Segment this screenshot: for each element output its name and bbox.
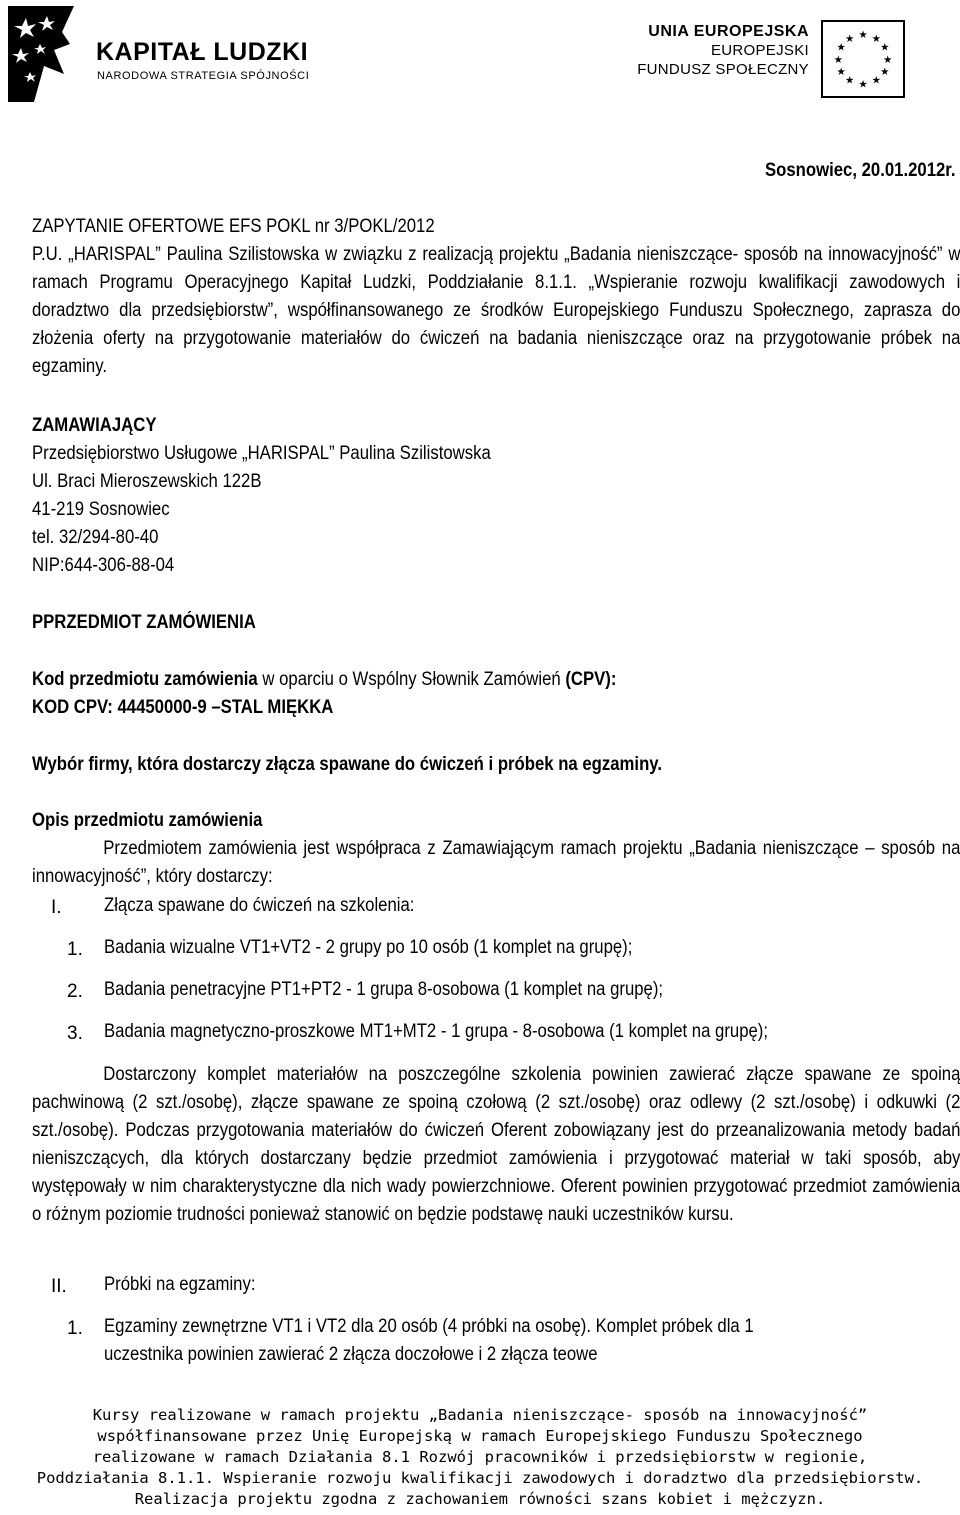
svg-text:★: ★ xyxy=(836,41,846,54)
zamawiajacy-line: tel. 32/294-80-40 xyxy=(32,527,159,548)
svg-text:★: ★ xyxy=(858,78,868,91)
eu-logo-line2: EUROPEJSKI xyxy=(710,42,809,59)
eu-logo-line1: UNIA EUROPEJSKA xyxy=(648,23,809,40)
svg-text:★: ★ xyxy=(880,41,890,54)
zamawiajacy-line: Przedsiębiorstwo Usługowe „HARISPAL” Paulina Szilistowska xyxy=(32,443,491,464)
zamawiajacy-heading: ZAMAWIAJĄCY xyxy=(32,415,157,436)
svg-text:★: ★ xyxy=(845,74,855,87)
kapital-ludzki-subtitle: NARODOWA STRATEGIA SPÓJNOŚCI xyxy=(97,70,310,82)
footer-line: współfinansowane przez Unię Europejską w ramach Europejskiego Funduszu Społecznego xyxy=(97,1427,863,1445)
opis-heading: Opis przedmiotu zamówienia xyxy=(32,810,263,831)
kod-przedmiotu-label: Kod przedmiotu zamówienia xyxy=(32,669,258,690)
eu-efs-logo xyxy=(614,22,914,102)
page-footer xyxy=(0,1405,960,1510)
svg-text:★: ★ xyxy=(871,32,881,45)
materials-paragraph: Dostarczony komplet materiałów na poszczególne szkolenia powinien zawierać złącze spawane ze spoiną pachwinową (2 szt./osobę), złącze spawane ze spoiną czołową (2 szt./osobę) oraz odlewy (2 szt./osobę) i odkuwki (2 szt./osobę). Podczas przygotowania materiałów do ćwiczeń Oferent zobowiązany jest do przeanalizowania metody badań nieniszczących, dla których dostarczany będzie przedmiot zamówienia i przygotować materiał w taki sposób, aby występowały w nim charakterystyczne dla nich wady powierzchniowe. Oferent powinien przygotować przedmiot zamówienia o różnym poziomie trudności ponieważ stanowić on będzie podstawę nauki uczestników kursu. xyxy=(32,1064,960,1225)
wybor-firmy: Wybór firmy, która dostarczy złącza spawane do ćwiczeń i próbek na egzaminy. xyxy=(32,754,662,775)
svg-text:★: ★ xyxy=(858,29,868,42)
kod-cpv-value: KOD CPV: 44450000-9 –STAL MIĘKKA xyxy=(32,697,334,718)
list-item: Egzaminy zewnętrzne VT1 i VT2 dla 20 osób (4 próbki na osobę). Komplet próbek dla 1 xyxy=(104,1316,754,1337)
document-title: ZAPYTANIE OFERTOWE EFS POKL nr 3/POKL/2012 xyxy=(32,216,435,237)
eu-flag-icon xyxy=(821,20,905,98)
section-label: Próbki na egzaminy: xyxy=(104,1274,256,1295)
svg-text:★: ★ xyxy=(836,66,846,79)
svg-text:★: ★ xyxy=(882,53,893,66)
kod-cpv-label: (CPV): xyxy=(565,669,617,690)
svg-text:★: ★ xyxy=(845,32,855,45)
document-date: Sosnowiec, 20.01.2012r. xyxy=(765,160,956,181)
svg-text:★: ★ xyxy=(871,74,881,87)
eu-logo-text xyxy=(614,22,809,79)
section-label: Złącza spawane do ćwiczeń na szkolenia: xyxy=(104,895,415,916)
kod-przedmiotu-text: w oparciu o Wspólny Słownik Zamówień xyxy=(257,669,566,690)
footer-line: Realizacja projektu zgodna z zachowaniem równości szans kobiet i mężczyzn. xyxy=(134,1490,826,1508)
zamawiajacy-line: NIP:644-306-88-04 xyxy=(32,555,175,576)
zamawiajacy-line: Ul. Braci Mieroszewskich 122B xyxy=(32,471,262,492)
przedmiot-heading: PPRZEDMIOT ZAMÓWIENIA xyxy=(32,612,256,633)
list-item-number: 2. xyxy=(67,981,83,1002)
section-number: I. xyxy=(51,897,62,918)
kapital-ludzki-title: KAPITAŁ LUDZKI xyxy=(96,38,309,66)
footer-line: Poddziałania 8.1.1. Wspieranie rozwoju kwalifikacji zawodowych i doradztwo dla przedsiębiorstw. xyxy=(36,1469,924,1487)
list-item-number: 1. xyxy=(67,939,83,960)
section-number: II. xyxy=(51,1276,67,1297)
opis-paragraph: Przedmiotem zamówienia jest współpraca z Zamawiającym ramach projektu „Badania nieniszczące – sposób na innowacyjność”, który dostarczy: xyxy=(32,838,960,887)
list-item: Badania penetracyjne PT1+PT2 - 1 grupa 8-osobowa (1 komplet na grupę); xyxy=(104,979,664,1000)
list-item-number: 1. xyxy=(67,1318,83,1339)
kapital-ludzki-emblem-icon xyxy=(4,4,84,104)
svg-text:★: ★ xyxy=(833,53,844,66)
list-item: Badania magnetyczno-proszkowe MT1+MT2 - 1 grupa - 8-osobowa (1 komplet na grupę); xyxy=(104,1021,769,1042)
eu-logo-line3: FUNDUSZ SPOŁECZNY xyxy=(637,61,809,78)
list-item-number: 3. xyxy=(67,1023,83,1044)
list-item: Badania wizualne VT1+VT2 - 2 grupy po 10 osób (1 komplet na grupę); xyxy=(104,937,633,958)
zamawiajacy-line: 41-219 Sosnowiec xyxy=(32,499,170,520)
footer-line: realizowane w ramach Działania 8.1 Rozwój pracowników i przedsiębiorstw w regionie, xyxy=(92,1448,868,1466)
kod-przedmiotu-line xyxy=(32,666,849,694)
intro-paragraph: P.U. „HARISPAL” Paulina Szilistowska w związku z realizacją projektu „Badania nieniszczące- sposób na innowacyjność” w ramach Programu Operacyjnego Kapitał Ludzki, Poddziałanie 8.1.1. „Wspieranie rozwoju kwalifikacji zawodowych i doradztwo dla przedsiębiorstw”, współfinansowanego ze środków Europejskiego Funduszu Społecznego, zaprasza do złożenia oferty na przygotowanie materiałów do ćwiczeń na badania nieniszczące oraz na przygotowanie próbek na egzaminy. xyxy=(32,244,960,377)
footer-line: Kursy realizowane w ramach projektu „Badania nieniszczące- sposób na innowacyjność” xyxy=(92,1406,868,1424)
kapital-ludzki-logo xyxy=(4,4,310,104)
list-item-continuation: uczestnika powinien zawierać 2 złącza doczołowe i 2 złącza teowe xyxy=(104,1344,598,1365)
svg-text:★: ★ xyxy=(880,66,890,79)
